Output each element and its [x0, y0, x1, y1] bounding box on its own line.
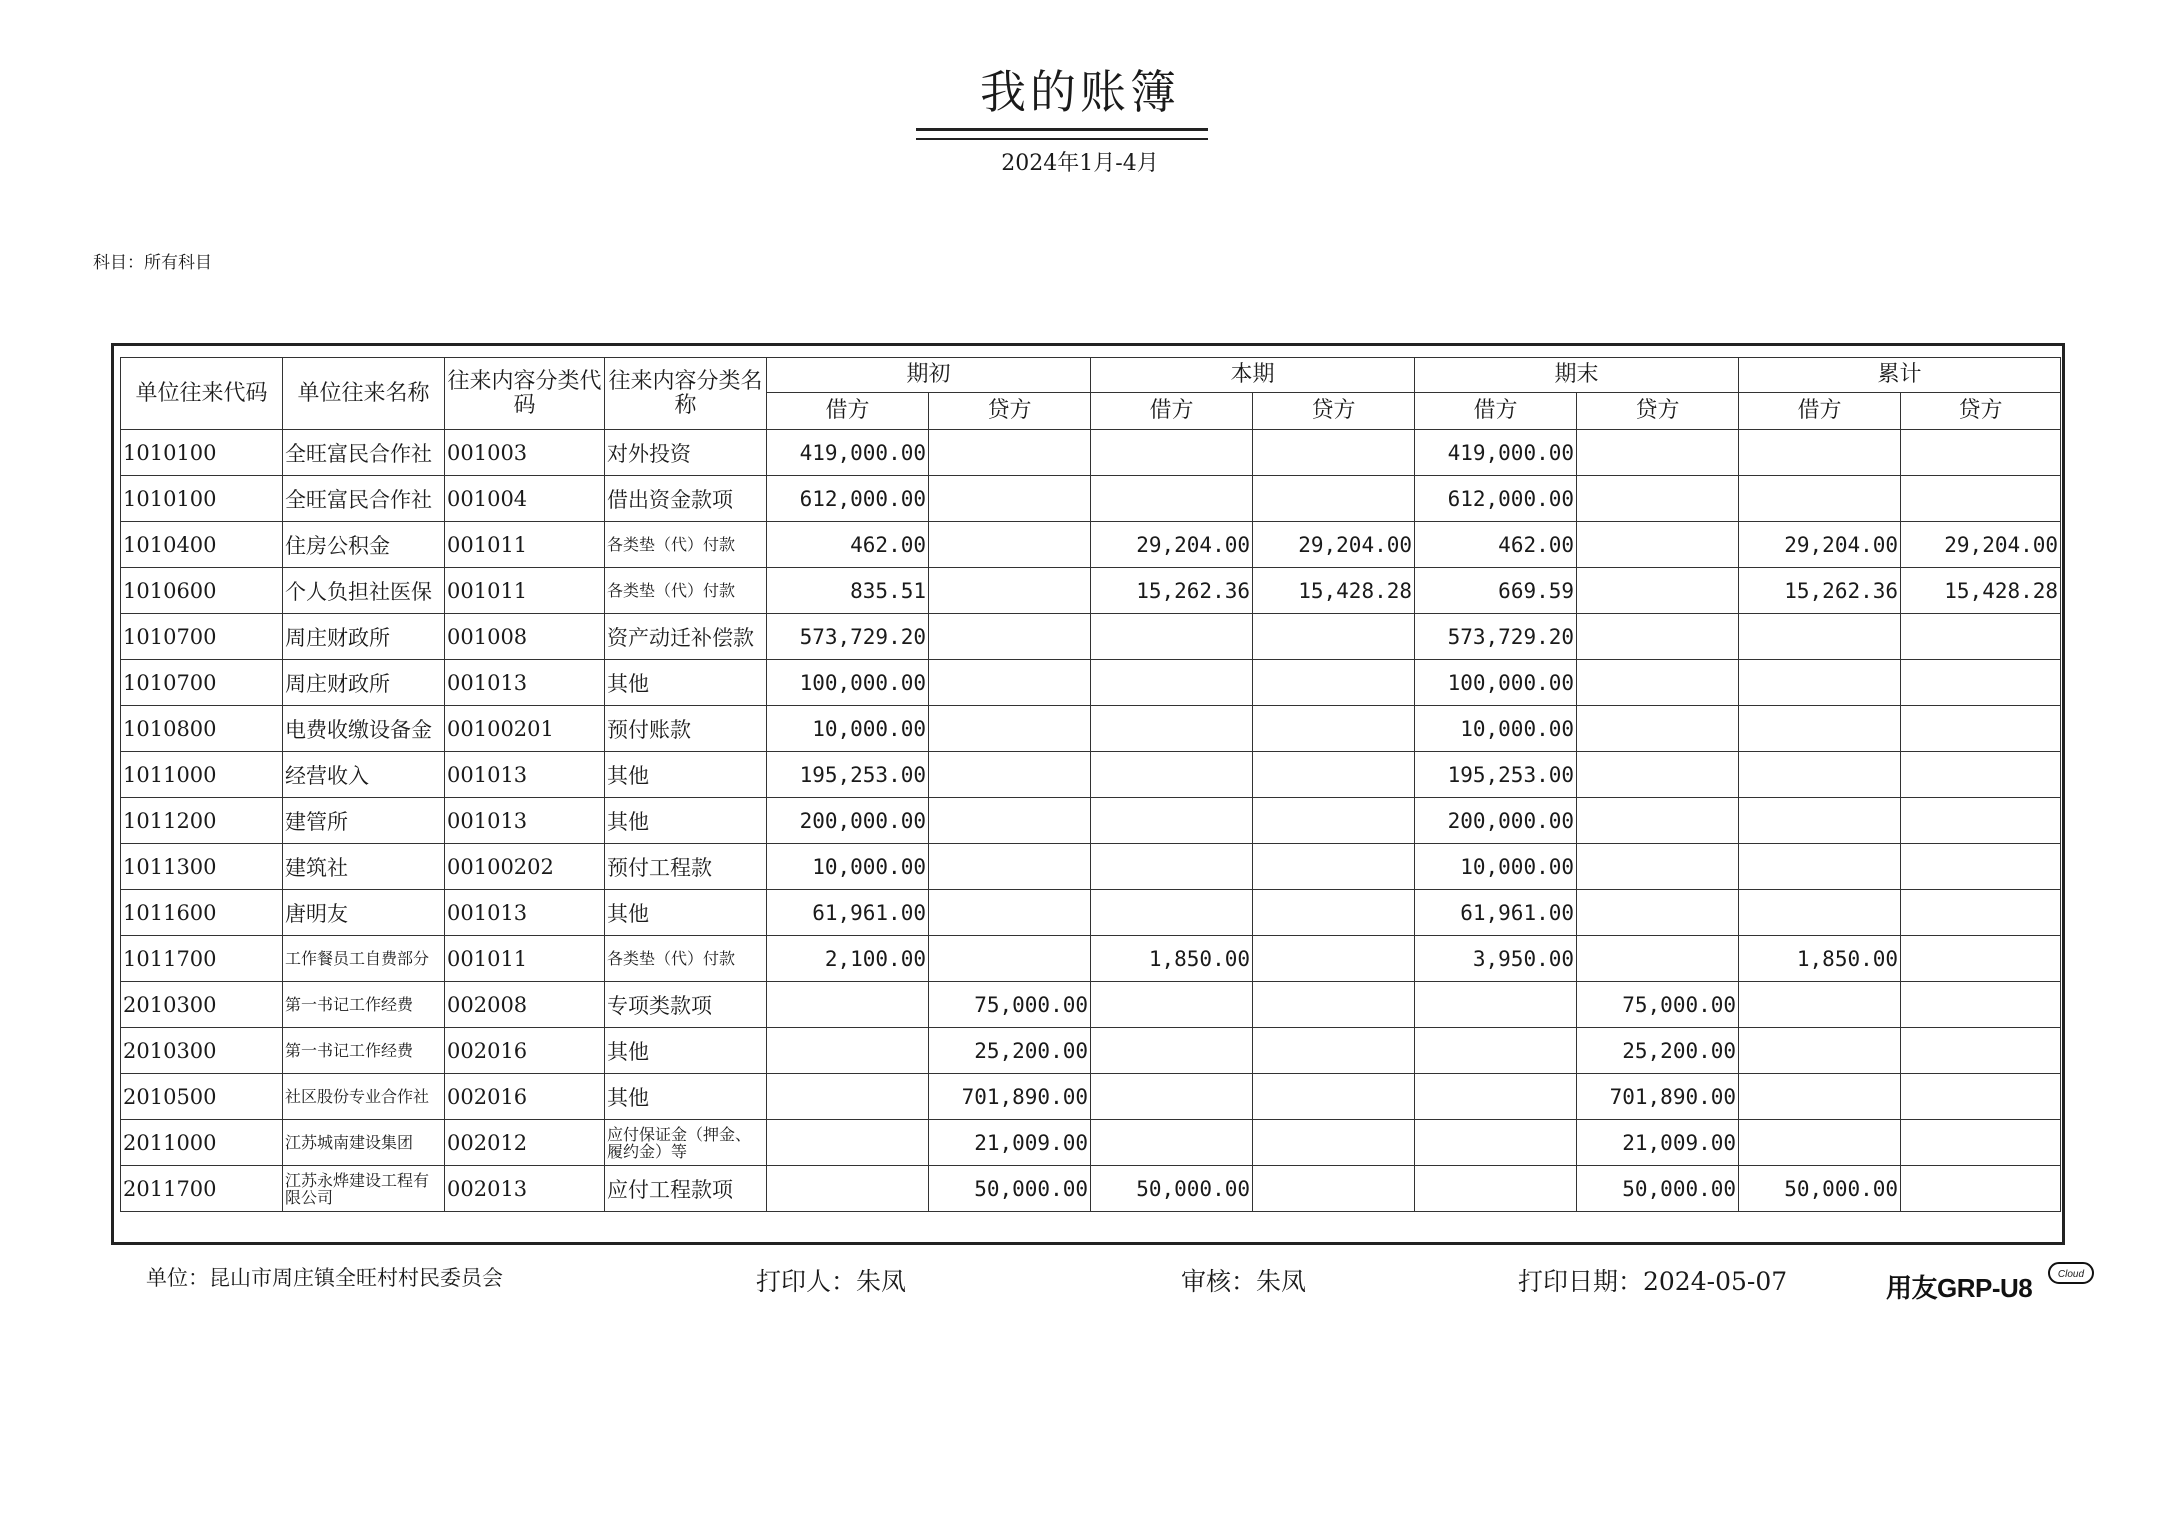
cell-type-name: 其他	[605, 660, 767, 706]
cell-ending-credit: 75,000.00	[1577, 982, 1739, 1028]
software-logo: 用友GRP-U8	[1886, 1273, 2033, 1303]
cell-current-debit	[1091, 430, 1253, 476]
table-row	[121, 1074, 2061, 1120]
table-row	[121, 936, 2061, 982]
cell-cumulative-debit	[1739, 890, 1901, 936]
cell-cumulative-debit: 50,000.00	[1739, 1166, 1901, 1212]
header-group-current: 本期	[1091, 358, 1415, 393]
cell-type-code: 001011	[445, 936, 605, 982]
cell-opening-debit: 835.51	[767, 568, 929, 614]
cell-current-debit: 15,262.36	[1091, 568, 1253, 614]
cell-type-code: 001013	[445, 660, 605, 706]
cell-unit-name: 全旺富民合作社	[283, 430, 445, 476]
cell-cumulative-credit	[1901, 660, 2061, 706]
cell-opening-debit	[767, 982, 929, 1028]
cell-opening-credit	[929, 568, 1091, 614]
header-debit: 借方	[767, 393, 929, 430]
cell-opening-debit	[767, 1120, 929, 1166]
cell-type-code: 001011	[445, 522, 605, 568]
cell-opening-debit: 100,000.00	[767, 660, 929, 706]
ledger-period: 2024年1月-4月	[1001, 151, 1159, 176]
cell-unit-code: 1010400	[121, 522, 283, 568]
cell-ending-debit: 573,729.20	[1415, 614, 1577, 660]
cell-opening-credit	[929, 522, 1091, 568]
cell-current-debit	[1091, 982, 1253, 1028]
table-row	[121, 752, 2061, 798]
cell-current-debit	[1091, 798, 1253, 844]
cell-type-code: 001013	[445, 752, 605, 798]
cell-unit-code: 1011200	[121, 798, 283, 844]
cell-opening-debit: 419,000.00	[767, 430, 929, 476]
cell-type-name: 各类垫（代）付款	[605, 522, 767, 568]
table-row	[121, 798, 2061, 844]
cell-cumulative-credit	[1901, 1028, 2061, 1074]
table-row	[121, 430, 2061, 476]
cell-ending-credit: 25,200.00	[1577, 1028, 1739, 1074]
cell-current-credit	[1253, 1120, 1415, 1166]
cell-unit-name: 第一书记工作经费	[283, 1028, 445, 1074]
cell-cumulative-credit: 15,428.28	[1901, 568, 2061, 614]
cell-ending-debit: 10,000.00	[1415, 844, 1577, 890]
cell-opening-credit: 701,890.00	[929, 1074, 1091, 1120]
cell-type-name: 应付保证金（押金、履约金）等	[605, 1120, 767, 1166]
cell-opening-credit: 75,000.00	[929, 982, 1091, 1028]
subject-label: 科目：所有科目	[93, 253, 212, 273]
cell-cumulative-debit: 15,262.36	[1739, 568, 1901, 614]
cell-opening-debit: 61,961.00	[767, 890, 929, 936]
cell-unit-name: 周庄财政所	[283, 660, 445, 706]
cell-ending-credit: 701,890.00	[1577, 1074, 1739, 1120]
cell-cumulative-debit	[1739, 1120, 1901, 1166]
cell-unit-name: 住房公积金	[283, 522, 445, 568]
cell-cumulative-debit	[1739, 752, 1901, 798]
table-row	[121, 844, 2061, 890]
cell-opening-debit: 2,100.00	[767, 936, 929, 982]
cell-current-credit	[1253, 430, 1415, 476]
cell-opening-credit	[929, 798, 1091, 844]
cell-type-name: 其他	[605, 1028, 767, 1074]
header-type-name: 往来内容分类名称	[605, 358, 767, 430]
cell-opening-debit: 462.00	[767, 522, 929, 568]
cell-type-name: 资产动迁补偿款	[605, 614, 767, 660]
cell-type-name: 借出资金款项	[605, 476, 767, 522]
cell-ending-debit: 100,000.00	[1415, 660, 1577, 706]
cell-cumulative-credit	[1901, 706, 2061, 752]
header-type-code: 往来内容分类代码	[445, 358, 605, 430]
cell-unit-code: 2010500	[121, 1074, 283, 1120]
cell-opening-credit	[929, 936, 1091, 982]
cell-cumulative-credit	[1901, 430, 2061, 476]
cell-ending-debit	[1415, 1074, 1577, 1120]
header-debit: 借方	[1091, 393, 1253, 430]
cell-type-code: 001013	[445, 890, 605, 936]
cell-unit-name: 电费收缴设备金	[283, 706, 445, 752]
cell-cumulative-debit	[1739, 706, 1901, 752]
header-unit-name: 单位往来名称	[283, 358, 445, 430]
cell-opening-credit: 21,009.00	[929, 1120, 1091, 1166]
table-row	[121, 522, 2061, 568]
cell-cumulative-credit	[1901, 1166, 2061, 1212]
cell-current-credit	[1253, 844, 1415, 890]
header-group-cumulative: 累计	[1739, 358, 2061, 393]
cell-type-code: 00100202	[445, 844, 605, 890]
cell-unit-name: 周庄财政所	[283, 614, 445, 660]
cell-cumulative-credit	[1901, 614, 2061, 660]
cell-cumulative-debit	[1739, 844, 1901, 890]
cell-opening-credit	[929, 890, 1091, 936]
cell-opening-credit: 25,200.00	[929, 1028, 1091, 1074]
cell-type-code: 00100201	[445, 706, 605, 752]
cell-type-code: 002016	[445, 1028, 605, 1074]
cell-type-name: 对外投资	[605, 430, 767, 476]
cell-opening-credit	[929, 752, 1091, 798]
cell-cumulative-credit	[1901, 798, 2061, 844]
cell-current-credit	[1253, 706, 1415, 752]
cell-type-name: 其他	[605, 890, 767, 936]
cell-ending-credit: 21,009.00	[1577, 1120, 1739, 1166]
title-underline	[916, 128, 1208, 131]
header-credit: 贷方	[1901, 393, 2061, 430]
cell-unit-code: 1011300	[121, 844, 283, 890]
cell-unit-name: 社区股份专业合作社	[283, 1074, 445, 1120]
cell-current-debit	[1091, 660, 1253, 706]
cell-current-debit	[1091, 614, 1253, 660]
header-group-opening: 期初	[767, 358, 1091, 393]
cell-type-name: 预付账款	[605, 706, 767, 752]
header-group-ending: 期末	[1415, 358, 1739, 393]
cell-ending-debit	[1415, 1166, 1577, 1212]
cell-ending-credit	[1577, 430, 1739, 476]
cell-ending-credit	[1577, 706, 1739, 752]
cell-cumulative-credit	[1901, 752, 2061, 798]
cell-current-credit	[1253, 798, 1415, 844]
cell-ending-debit	[1415, 1028, 1577, 1074]
cell-cumulative-credit: 29,204.00	[1901, 522, 2061, 568]
cell-type-name: 其他	[605, 752, 767, 798]
cell-cumulative-debit	[1739, 614, 1901, 660]
cell-type-name: 其他	[605, 798, 767, 844]
table-row	[121, 706, 2061, 752]
cell-current-credit	[1253, 890, 1415, 936]
cell-ending-debit: 669.59	[1415, 568, 1577, 614]
cell-current-debit	[1091, 706, 1253, 752]
cell-ending-debit	[1415, 1120, 1577, 1166]
cell-cumulative-debit	[1739, 476, 1901, 522]
title-underline-secondary	[916, 138, 1208, 140]
cell-opening-credit	[929, 430, 1091, 476]
footer-unit: 单位：昆山市周庄镇全旺村村民委员会	[146, 1266, 503, 1290]
cell-ending-credit	[1577, 844, 1739, 890]
cell-current-credit	[1253, 476, 1415, 522]
cell-unit-name: 建筑社	[283, 844, 445, 890]
cell-unit-name: 个人负担社医保	[283, 568, 445, 614]
cell-cumulative-debit	[1739, 660, 1901, 706]
cell-type-code: 002016	[445, 1074, 605, 1120]
cell-unit-name: 江苏城南建设集团	[283, 1120, 445, 1166]
cell-ending-credit	[1577, 798, 1739, 844]
cell-ending-credit	[1577, 660, 1739, 706]
cell-ending-credit	[1577, 568, 1739, 614]
cell-unit-code: 2011000	[121, 1120, 283, 1166]
table-row	[121, 890, 2061, 936]
cell-current-credit	[1253, 752, 1415, 798]
cell-unit-code: 1010100	[121, 476, 283, 522]
table-row	[121, 1120, 2061, 1166]
cell-unit-code: 1011600	[121, 890, 283, 936]
footer-print-date: 打印日期：2024-05-07	[1518, 1267, 1788, 1296]
cell-ending-debit: 3,950.00	[1415, 936, 1577, 982]
cell-opening-debit: 573,729.20	[767, 614, 929, 660]
cell-current-credit	[1253, 614, 1415, 660]
header-debit: 借方	[1415, 393, 1577, 430]
cell-cumulative-debit	[1739, 430, 1901, 476]
cell-current-credit: 29,204.00	[1253, 522, 1415, 568]
cell-current-credit	[1253, 660, 1415, 706]
cell-ending-debit: 61,961.00	[1415, 890, 1577, 936]
cell-unit-name: 第一书记工作经费	[283, 982, 445, 1028]
cell-cumulative-debit: 1,850.00	[1739, 936, 1901, 982]
cell-type-name: 其他	[605, 1074, 767, 1120]
cell-cumulative-credit	[1901, 982, 2061, 1028]
cell-unit-code: 2011700	[121, 1166, 283, 1212]
cell-cumulative-debit	[1739, 1028, 1901, 1074]
cell-unit-code: 1010100	[121, 430, 283, 476]
cell-ending-debit: 462.00	[1415, 522, 1577, 568]
cell-opening-credit	[929, 614, 1091, 660]
table-row	[121, 1166, 2061, 1212]
cell-unit-code: 2010300	[121, 1028, 283, 1074]
cell-current-debit	[1091, 476, 1253, 522]
cell-current-debit: 1,850.00	[1091, 936, 1253, 982]
cell-ending-credit	[1577, 522, 1739, 568]
cell-current-credit	[1253, 1074, 1415, 1120]
cell-cumulative-debit	[1739, 982, 1901, 1028]
cell-type-code: 002008	[445, 982, 605, 1028]
cell-type-code: 001013	[445, 798, 605, 844]
cell-unit-code: 2010300	[121, 982, 283, 1028]
cell-current-debit	[1091, 752, 1253, 798]
cell-current-debit: 50,000.00	[1091, 1166, 1253, 1212]
cell-current-credit	[1253, 982, 1415, 1028]
cell-cumulative-debit	[1739, 1074, 1901, 1120]
cell-ending-credit: 50,000.00	[1577, 1166, 1739, 1212]
table-row	[121, 1028, 2061, 1074]
cell-unit-name: 江苏永烨建设工程有限公司	[283, 1166, 445, 1212]
cell-opening-credit	[929, 706, 1091, 752]
cell-ending-credit	[1577, 752, 1739, 798]
header-unit-code: 单位往来代码	[121, 358, 283, 430]
cell-current-credit	[1253, 1028, 1415, 1074]
ledger-title: 我的账簿	[980, 65, 1180, 119]
cell-opening-credit: 50,000.00	[929, 1166, 1091, 1212]
cell-unit-name: 建管所	[283, 798, 445, 844]
cell-cumulative-credit	[1901, 844, 2061, 890]
header-debit: 借方	[1739, 393, 1901, 430]
cell-unit-code: 1011700	[121, 936, 283, 982]
cell-type-code: 001003	[445, 430, 605, 476]
cell-ending-debit: 200,000.00	[1415, 798, 1577, 844]
cell-current-debit	[1091, 1074, 1253, 1120]
cell-ending-debit: 419,000.00	[1415, 430, 1577, 476]
cell-type-code: 002013	[445, 1166, 605, 1212]
cell-type-code: 001011	[445, 568, 605, 614]
footer-printer: 打印人：朱凤	[756, 1267, 907, 1296]
cell-ending-credit	[1577, 476, 1739, 522]
cell-ending-credit	[1577, 936, 1739, 982]
cell-opening-debit	[767, 1166, 929, 1212]
cell-opening-debit	[767, 1074, 929, 1120]
cell-current-credit	[1253, 936, 1415, 982]
cell-ending-debit: 195,253.00	[1415, 752, 1577, 798]
cell-opening-debit: 200,000.00	[767, 798, 929, 844]
cell-cumulative-debit: 29,204.00	[1739, 522, 1901, 568]
cell-cumulative-credit	[1901, 476, 2061, 522]
header-credit: 贷方	[929, 393, 1091, 430]
cell-ending-debit: 612,000.00	[1415, 476, 1577, 522]
cell-opening-credit	[929, 844, 1091, 890]
cell-cumulative-credit	[1901, 936, 2061, 982]
cell-ending-debit	[1415, 982, 1577, 1028]
cell-ending-credit	[1577, 614, 1739, 660]
cell-type-code: 001004	[445, 476, 605, 522]
cell-opening-debit: 10,000.00	[767, 844, 929, 890]
cell-unit-code: 1010700	[121, 614, 283, 660]
table-row	[121, 568, 2061, 614]
cell-unit-name: 工作餐员工自费部分	[283, 936, 445, 982]
ledger-table	[120, 357, 2061, 1212]
cell-unit-code: 1010700	[121, 660, 283, 706]
cell-current-credit: 15,428.28	[1253, 568, 1415, 614]
cell-current-credit	[1253, 1166, 1415, 1212]
cell-opening-debit: 10,000.00	[767, 706, 929, 752]
cell-type-name: 预付工程款	[605, 844, 767, 890]
cell-cumulative-debit	[1739, 798, 1901, 844]
cell-type-name: 各类垫（代）付款	[605, 936, 767, 982]
table-row	[121, 660, 2061, 706]
cell-type-name: 应付工程款项	[605, 1166, 767, 1212]
header-credit: 贷方	[1577, 393, 1739, 430]
cell-opening-credit	[929, 476, 1091, 522]
cell-current-debit	[1091, 1120, 1253, 1166]
table-row	[121, 982, 2061, 1028]
footer-reviewer: 审核：朱凤	[1181, 1267, 1307, 1296]
cell-ending-credit	[1577, 890, 1739, 936]
cloud-badge-icon: Cloud	[2048, 1262, 2094, 1284]
cell-opening-credit	[929, 660, 1091, 706]
cell-unit-code: 1010600	[121, 568, 283, 614]
cell-current-debit	[1091, 844, 1253, 890]
cell-type-code: 002012	[445, 1120, 605, 1166]
cell-cumulative-credit	[1901, 1074, 2061, 1120]
cell-unit-name: 全旺富民合作社	[283, 476, 445, 522]
header-credit: 贷方	[1253, 393, 1415, 430]
cell-unit-name: 经营收入	[283, 752, 445, 798]
cell-type-code: 001008	[445, 614, 605, 660]
cell-opening-debit: 195,253.00	[767, 752, 929, 798]
cell-current-debit: 29,204.00	[1091, 522, 1253, 568]
cell-cumulative-credit	[1901, 1120, 2061, 1166]
cell-unit-code: 1010800	[121, 706, 283, 752]
cell-cumulative-credit	[1901, 890, 2061, 936]
cell-unit-name: 唐明友	[283, 890, 445, 936]
cell-type-name: 各类垫（代）付款	[605, 568, 767, 614]
table-row	[121, 476, 2061, 522]
table-row	[121, 614, 2061, 660]
cell-current-debit	[1091, 890, 1253, 936]
cell-ending-debit: 10,000.00	[1415, 706, 1577, 752]
cell-current-debit	[1091, 1028, 1253, 1074]
cell-unit-code: 1011000	[121, 752, 283, 798]
cell-type-name: 专项类款项	[605, 982, 767, 1028]
cell-opening-debit: 612,000.00	[767, 476, 929, 522]
cell-opening-debit	[767, 1028, 929, 1074]
